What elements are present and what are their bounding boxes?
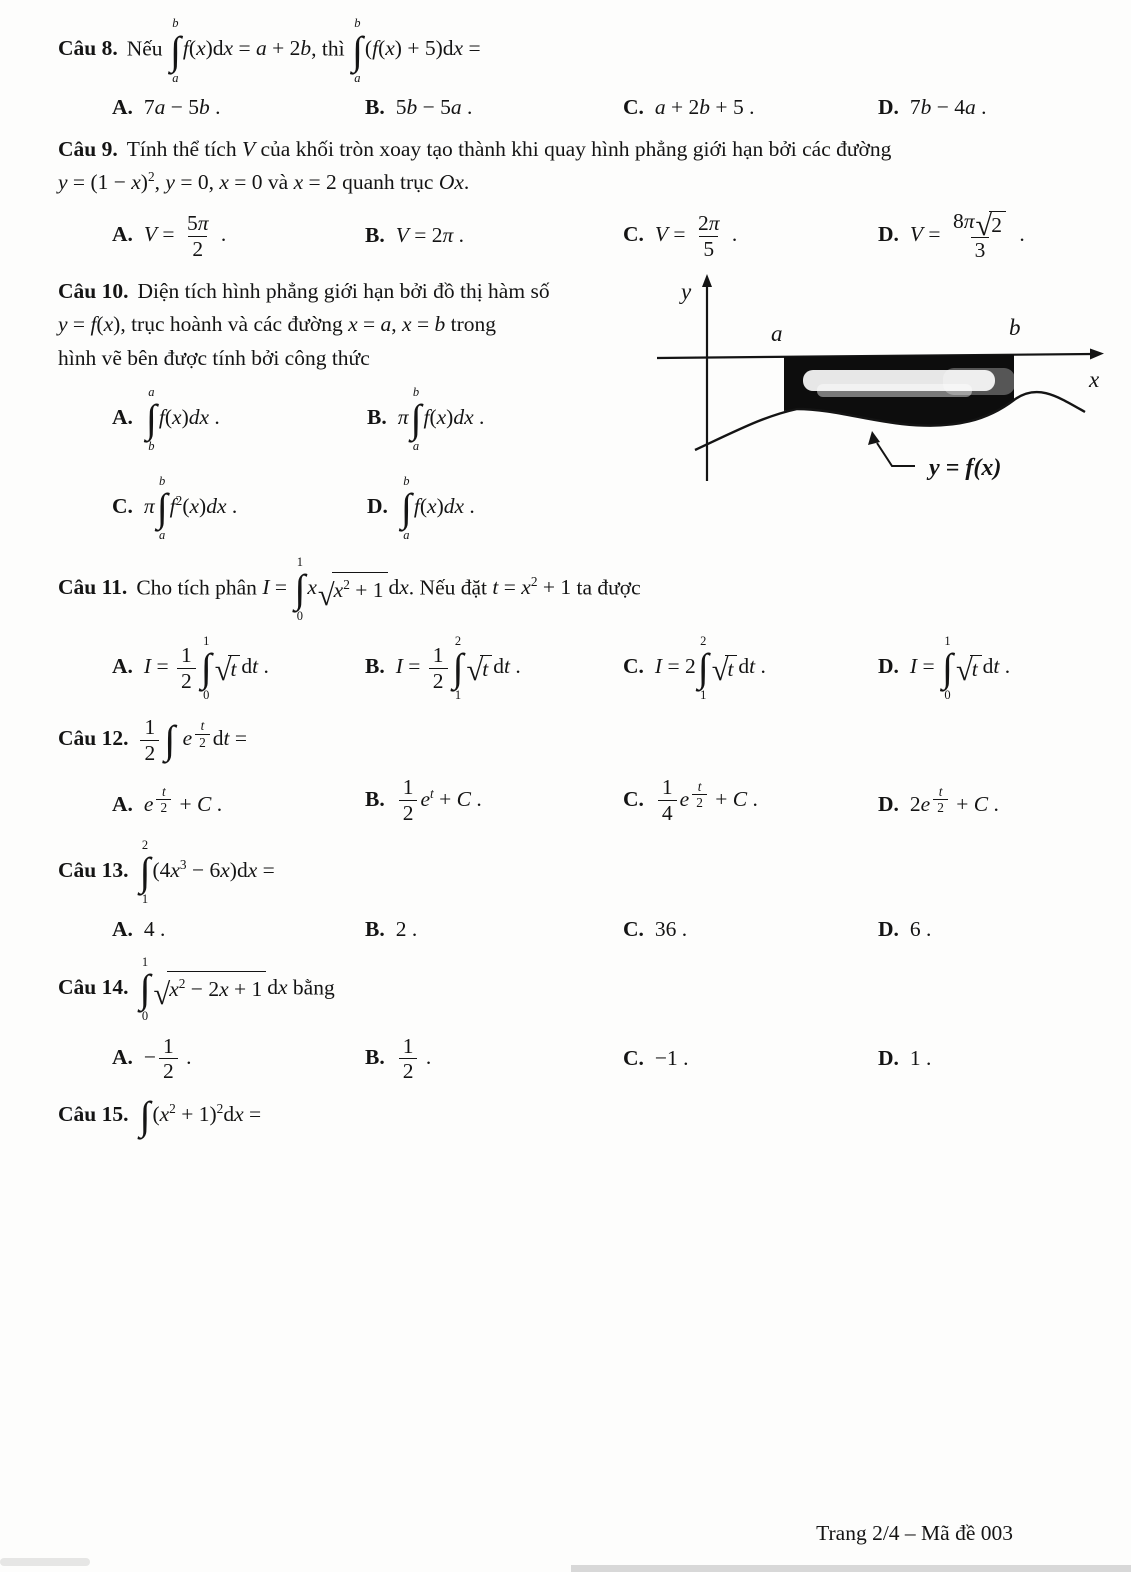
math-expression: b ∫ a (f(x) + 5)dx = [351,16,481,85]
option-letter: B. [365,1044,385,1069]
question-number: Câu 14. [58,975,129,1000]
y-axis-label: y [681,278,692,304]
option-value: 7b − 4a . [909,95,987,119]
option-letter: C. [623,916,644,941]
question-number: Câu 12. [58,726,129,751]
option-letter: D. [367,494,388,519]
option-letter: C. [623,654,644,679]
x-axis-label: x [1089,366,1100,392]
option-d [367,474,667,543]
math-expression: 2 ∫ 1 (4x3 − 6x)dx = [139,837,275,907]
option-letter: A. [112,916,133,941]
question-text [137,1093,262,1139]
question-text [137,714,248,765]
option-letter: B. [365,95,385,119]
option-b [365,917,623,943]
curve-label: y = f(x) [929,454,1002,481]
math-expression: x = 2 [293,170,337,195]
question-number: Câu 13. [58,858,129,883]
option-letter: D. [878,916,899,941]
option-letter: B. [365,916,385,941]
option-letter: A. [112,791,133,816]
math-expression: y = f(x) [58,312,121,337]
option-c [112,474,367,543]
question-stem [58,275,648,375]
question-stem [58,133,1113,200]
answer-options [112,385,672,543]
option-b [367,385,667,454]
answer-options [112,775,1113,825]
option-c [623,917,878,943]
option-b [365,775,623,825]
bound-b-label: b [1009,314,1021,340]
option-value: 2e $\frac{t}{2}$ + C . [909,783,999,816]
answer-options [112,634,1113,703]
option-letter: C. [623,786,644,811]
math-expression: 1 ∫ 0 √ x2 − 2x + 1 dx [139,954,288,1024]
scan-bleach-artifact [943,368,1015,395]
math-expression: V [241,136,256,161]
option-b [365,1034,623,1084]
option-value: 36 . [654,916,688,941]
option-c [623,775,878,825]
question-9 [58,133,1113,263]
question-text: 1 ∫ 0 √ x2 − 2x + 1 dx bằng [139,954,335,1024]
option-value: a + 2b + 5 . [654,95,755,119]
option-letter: C. [623,95,644,119]
option-value: V = 2π . [395,223,465,248]
option-value: I = 2 2 ∫ 1 √ t dt . [654,633,766,703]
question-stem [58,955,1113,1024]
question-list [58,16,1113,1139]
question-stem [58,16,1113,85]
question-10 [58,275,1113,543]
question-stem [58,555,1113,624]
y-axis-arrow-icon [702,274,712,287]
x-axis-arrow-icon [1090,348,1104,359]
figure-container [645,269,1115,490]
option-value: V = $\frac{5\pi}{2}$ . [143,210,227,261]
option-value: −1 . [654,1045,689,1070]
option-d [878,634,1113,703]
question-number: Câu 10. [58,278,129,303]
math-expression: I = 1 ∫ 0 x √ x2 + 1 dx [262,554,409,624]
question-text: Nếu b ∫ a f(x)dx = a + 2b, thì b ∫ a (f(x) + 5)dx = [126,16,481,85]
option-d [878,95,1113,121]
question-text: Cho tích phân I = 1 ∫ 0 x √ x2 + 1 dx. Nếu đặt t = x2 + 1 ta được [136,554,641,624]
option-letter: A. [112,95,133,119]
question-14 [58,955,1113,1084]
option-c [623,1046,878,1072]
question-number: Câu 9. [58,136,118,161]
page-number: Trang 2/4 – Mã đề 003 [816,1521,1013,1545]
option-value: a ∫ b f(x)dx . [145,384,220,454]
option-b [365,95,623,121]
question-stem [58,838,1113,907]
option-letter: D. [878,654,899,679]
pointer-line [877,443,915,466]
option-a [112,917,365,943]
option-letter: B. [367,405,387,430]
option-a [112,385,367,454]
math-expression: y = (1 − x)2 [58,169,155,195]
question-13 [58,838,1113,943]
option-letter: B. [365,786,385,811]
option-a [112,1034,365,1084]
page-footer [816,1521,1013,1546]
question-number: Câu 15. [58,1101,129,1126]
scan-smudge [0,1558,90,1566]
option-value: 5b − 5a . [395,95,473,119]
math-expression: ∫ (x2 + 1)2dx = [139,1093,262,1139]
math-expression: y = 0 [165,170,209,195]
option-value: $\frac{1}{2}$ et + C . [396,787,482,811]
option-value: I = $\frac{1}{2}$ 2 ∫ 1 √ t dt . [395,633,521,703]
option-letter: D. [878,791,899,816]
option-a [112,211,365,261]
option-letter: A. [112,654,133,679]
option-value: π b ∫ a f2(x)dx . [143,473,238,543]
option-value: I = 1 ∫ 0 √ t dt . [909,633,1011,703]
option-a [112,634,365,703]
question-text: Tính thể tích V của khối tròn xoay tạo thành khi quay hình phẳng giới hạn bởi các đường y = (1 − x)2, y = 0, x = 0 và x = 2 quanh trục Ox. [58,136,892,195]
option-value: 2 . [395,916,418,941]
option-letter: B. [365,654,385,679]
option-value: V = 8π √ 2 3 . [909,207,1025,263]
option-d [878,1046,1113,1072]
question-15 [58,1093,1113,1139]
option-letter: C. [112,494,133,519]
math-expression: t = x2 + 1 [492,574,572,600]
option-value: I = $\frac{1}{2}$ 1 ∫ 0 √ t dt . [143,633,269,703]
option-letter: D. [878,1045,899,1070]
option-d [878,784,1113,818]
bound-a-label: a [771,320,783,346]
math-expression: x = 0 [219,170,263,195]
option-letter: C. [623,1045,644,1070]
math-expression: $\frac{1}{2}$ ∫ e $\frac{t}{2}$ dt = [137,726,247,750]
option-letter: A. [112,1044,133,1069]
question-stem [58,1093,1113,1139]
answer-options [112,917,1113,943]
question-number: Câu 11. [58,575,128,600]
option-value: 4 . [143,916,166,941]
option-letter: D. [878,95,899,119]
question-number: Câu 8. [58,36,118,61]
option-b [365,223,623,249]
answer-options [112,1034,1113,1084]
option-c [623,634,878,703]
option-c [623,211,878,261]
math-expression: b ∫ a f(x)dx = a + 2b [169,16,312,85]
question-11 [58,555,1113,703]
option-value: e $\frac{t}{2}$ + C . [143,783,223,816]
question-12 [58,715,1113,826]
option-b [365,634,623,703]
option-value: 6 . [909,916,932,941]
question-stem [58,715,1113,765]
math-expression: Ox [438,170,464,195]
option-letter: C. [623,222,644,247]
area-under-curve-figure [645,269,1115,484]
option-value: 1 . [909,1045,932,1070]
scan-smudge [571,1565,1131,1572]
question-text: Diện tích hình phẳng giới hạn bởi đồ thị hàm số y = f(x), trục hoành và các đường x = a, x = b trong hình vẽ bên được tính bởi công thức [58,278,550,370]
answer-options [112,95,1113,121]
option-value: $\frac{1}{4}$ e $\frac{t}{2}$ + C . [655,787,758,811]
question-text [137,837,275,907]
option-a [112,95,365,121]
figure-slot [645,269,1115,490]
option-c [623,95,878,121]
answer-options [112,209,1113,263]
option-letter: B. [365,223,385,248]
pointer-arrow-icon [868,431,880,445]
option-letter: A. [112,405,133,430]
option-value: V = $\frac{2\pi}{5}$ . [654,210,738,261]
option-value: $\frac{1}{2}$ . [396,1045,432,1069]
option-value: 7a − 5b . [143,95,221,119]
math-expression: x = b [402,312,446,337]
option-letter: A. [112,222,133,247]
question-8 [58,16,1113,121]
math-expression: x = a [348,312,392,337]
option-d [878,209,1113,263]
option-value: b ∫ a f(x)dx . [400,473,475,543]
option-d [878,917,1113,943]
option-a [112,784,365,818]
option-value: − $\frac{1}{2}$ . [143,1033,192,1084]
option-value: π b ∫ a f(x)dx . [397,384,485,454]
option-letter: D. [878,222,899,247]
